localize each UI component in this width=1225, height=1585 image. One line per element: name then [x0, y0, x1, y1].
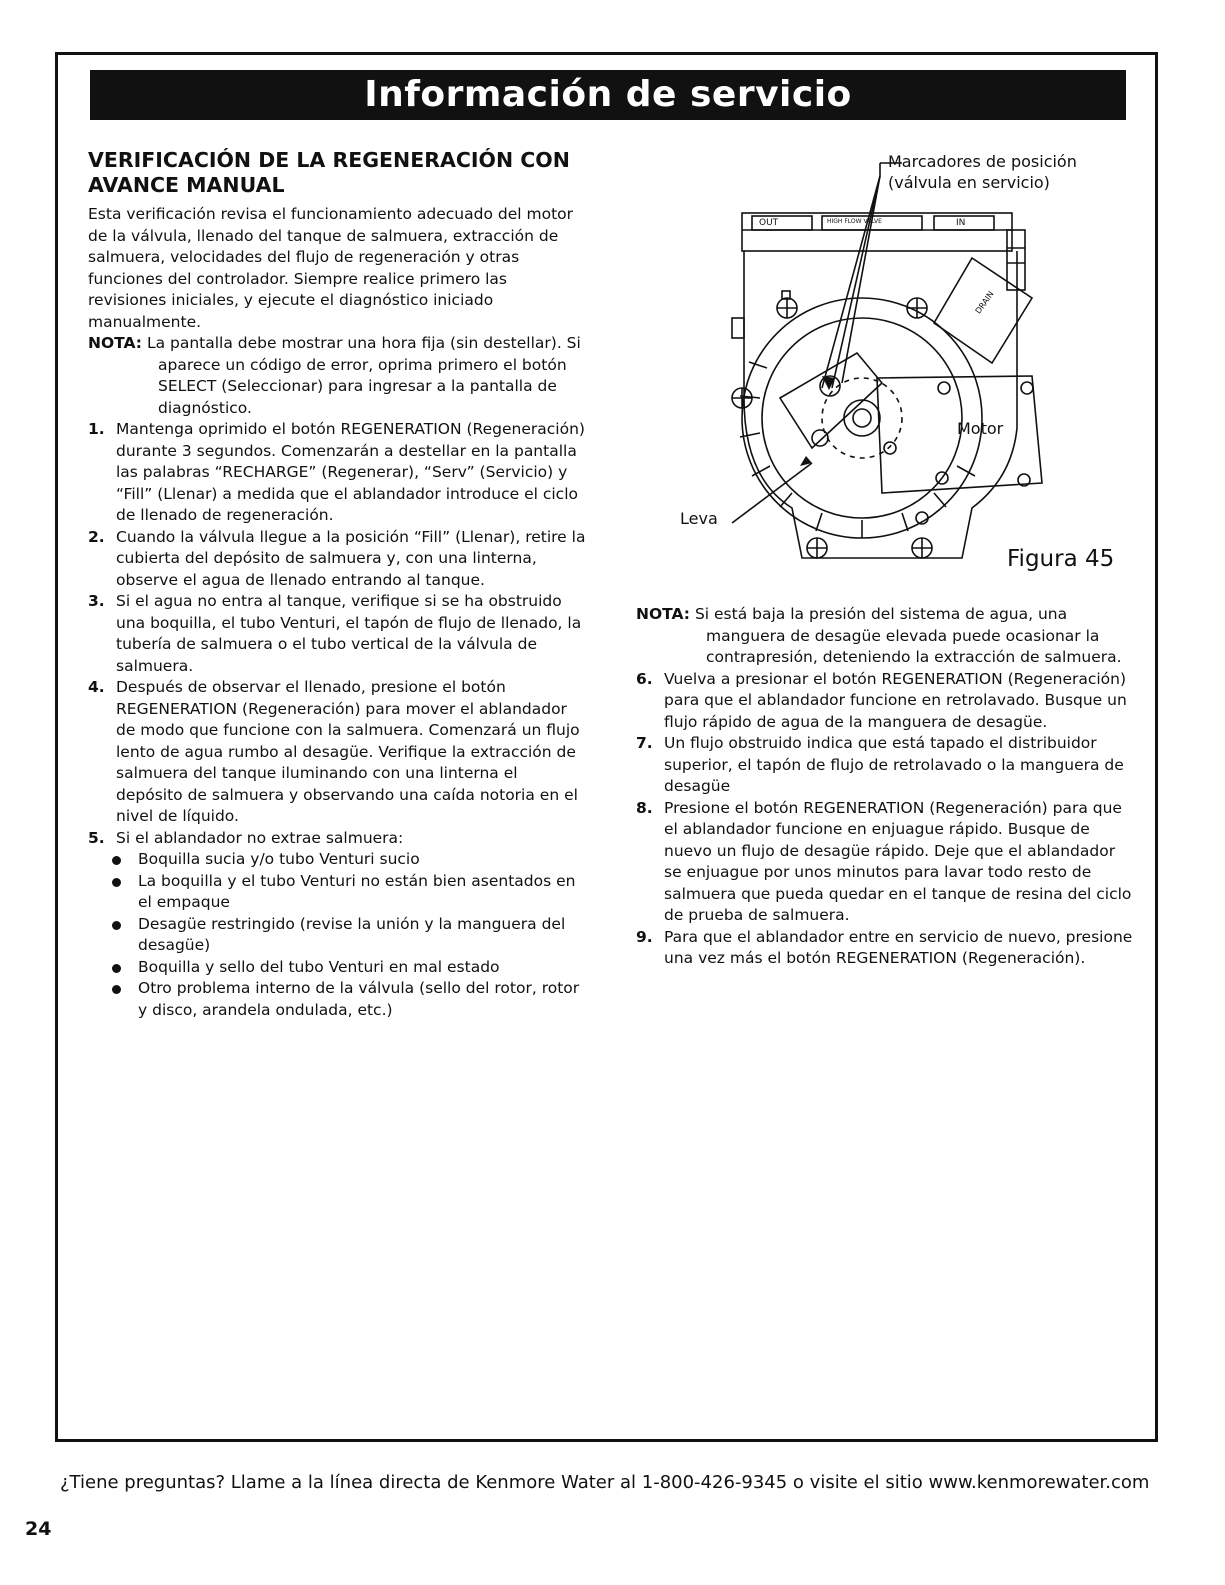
bullet-list [88, 849, 588, 1021]
step-4 [88, 677, 588, 828]
drain-label: DRAIN [973, 289, 996, 316]
step-number: 3. [88, 592, 105, 610]
bullet-dot-icon [112, 985, 121, 994]
step-text: Después de observar el llenado, presione el botón REGENERATION (Regeneración) para mover el ablandador de modo que funcione con la salmuera. Comenzará un flujo lento de agua rumbo al desagüe. Verifique la extracción de salmuera del tanque iluminando con una linterna el depósito de salmuera y observando una caída notoria en el nivel de líquido. [116, 678, 580, 825]
note-text: La pantalla debe mostrar una hora fija (sin destellar). Si aparece un código de error, oprima primero el botón SELECT (Seleccionar) para ingresar a la pantalla de diagnóstico. [146, 334, 581, 417]
bullet-item: Boquilla sucia y/o tubo Venturi sucio [88, 849, 588, 871]
note-label: NOTA: [636, 605, 691, 623]
footer-contact: ¿Tiene preguntas? Llame a la línea directa de Kenmore Water al 1-800-426-9345 o visite el sitio www.kenmorewater.com [60, 1472, 1150, 1493]
motor-label: Motor [957, 419, 1004, 438]
step-5 [88, 828, 588, 850]
section-title-line-2: AVANCE MANUAL [88, 173, 285, 197]
bullet-item: Desagüe restringido (revise la unión y la manguera del desagüe) [88, 914, 588, 957]
step-number: 6. [636, 669, 653, 688]
out-port-label: OUT [759, 218, 779, 228]
step-3 [88, 591, 588, 677]
step-number: 5. [88, 828, 105, 847]
steps-list-left [88, 419, 588, 849]
step-number: 8. [636, 798, 653, 817]
page-number: 24 [25, 1518, 52, 1540]
section-title-line-1: VERIFICACIÓN DE LA REGENERACIÓN CON [88, 148, 570, 172]
step-text: Cuando la válvula llegue a la posición “Fill” (Llenar), retire la cubierta del depósito de salmuera y, con una linterna, observe el agua de llenado entrando al tanque. [116, 527, 586, 589]
valve-port-label: HIGH FLOW VALVE [827, 218, 882, 225]
note-text: Si está baja la presión del sistema de agua, una manguera de desagüe elevada puede ocasionar la contrapresión, deteniendo la extracción de salmuera. [694, 605, 1122, 666]
valve-diagram [672, 148, 1122, 588]
bullet-dot-icon [112, 878, 121, 887]
page-title: Información de servicio [90, 70, 1126, 120]
bullet-item: Boquilla y sello del tubo Venturi en mal estado [88, 957, 588, 979]
note-label: NOTA: [88, 334, 143, 352]
step-number: 1. [88, 420, 105, 438]
right-column [636, 604, 1136, 970]
bullet-dot-icon [112, 921, 121, 930]
position-markers-label: Marcadores de posición (válvula en servicio) [888, 152, 1077, 192]
bullet-item: Otro problema interno de la válvula (sello del rotor, rotor y disco, arandela ondulada, etc.) [88, 978, 588, 1021]
bullet-dot-icon [112, 964, 121, 973]
step-number: 2. [88, 527, 105, 546]
step-1 [88, 419, 588, 527]
bullet-item: La boquilla y el tubo Venturi no están bien asentados en el empaque [88, 871, 588, 914]
step-8 [636, 798, 1136, 927]
note-left [88, 333, 588, 419]
step-6 [636, 669, 1136, 734]
step-text: Un flujo obstruido indica que está tapado el distribuidor superior, el tapón de flujo de retrolavado o la manguera de desagüe [664, 734, 1124, 795]
bullet-dot-icon [112, 856, 121, 865]
note-right [636, 604, 1136, 669]
figure-number: Figura 45 [1007, 546, 1115, 572]
valve-diagram-figure [672, 148, 1122, 588]
step-text: Para que el ablandador entre en servicio de nuevo, presione una vez más el botón REGENERATION (Regeneración). [664, 927, 1133, 967]
step-text: Presione el botón REGENERATION (Regeneración) para que el ablandador funcione en enjuague rápido. Busque de nuevo un flujo de desagüe rápido. Deje que el ablandador se enjuague por unos minutos para lavar todo resto de salmuera que pueda quedar en el tanque de resina del ciclo de prueba de salmuera. [664, 798, 1132, 924]
step-7 [636, 733, 1136, 798]
in-port-label: IN [956, 218, 966, 228]
step-9 [636, 927, 1136, 970]
step-number: 4. [88, 678, 105, 696]
step-text: Vuelva a presionar el botón REGENERATION (Regeneración) para que el ablandador funcione en retrolavado. Busque un flujo rápido de agua de la manguera de desagüe. [664, 669, 1127, 731]
step-text: Mantenga oprimido el botón REGENERATION (Regeneración) durante 3 segundos. Comenzarán a destellar en la pantalla las palabras “RECHARGE” (Regenerar), “Serv” (Servicio) y “Fill” (Llenar) a medida que el ablandador introduce el ciclo de llenado de regeneración. [116, 420, 585, 524]
step-number: 9. [636, 927, 653, 946]
step-number: 7. [636, 734, 653, 752]
step-text: Si el agua no entra al tanque, verifique si se ha obstruido una boquilla, el tubo Venturi, el tapón de flujo de llenado, la tubería de salmuera o el tubo vertical de la válvula de salmuera. [116, 592, 582, 675]
steps-list-right [636, 669, 1136, 970]
cam-label: Leva [680, 509, 718, 528]
intro-paragraph: Esta verificación revisa el funcionamiento adecuado del motor de la válvula, llenado del tanque de salmuera, extracción de salmuera, velocidades del flujo de regeneración y otras funciones del controlador. Siempre realice primero las revisiones iniciales, y ejecute el diagnóstico iniciado manualmente. [88, 205, 574, 331]
section-title [88, 148, 588, 198]
left-column [88, 148, 588, 1021]
step-2 [88, 527, 588, 592]
step-text: Si el ablandador no extrae salmuera: [116, 828, 404, 847]
